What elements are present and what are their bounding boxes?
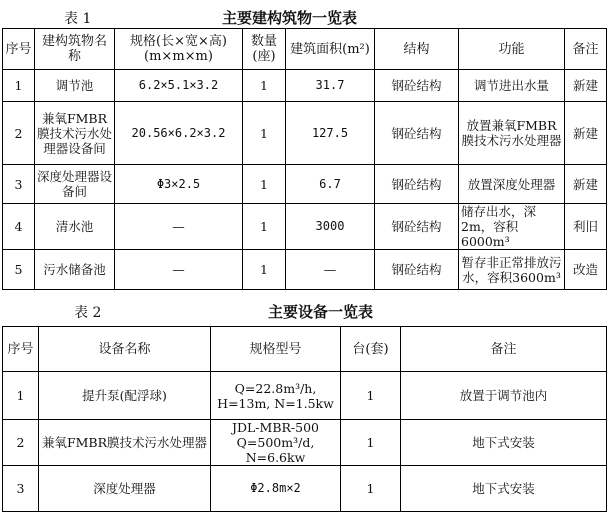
table1-header-cell: 序号 [3,29,35,70]
table-cell: 放置深度处理器 [459,165,565,204]
table-cell: 1 [3,70,35,102]
table-row [3,70,607,102]
table-row [3,466,607,512]
table-cell: 1 [243,102,286,165]
buildings-table [2,28,607,290]
table2-header-cell: 台(套) [341,327,401,372]
table-cell: 1 [243,250,286,290]
table-cell: — [286,250,375,290]
table-cell: 3 [3,466,39,512]
table-cell: 新建 [565,70,607,102]
table-cell: 暂存非正常排放污水，容积3600m³ [459,250,565,290]
table-cell: 钢砼结构 [375,102,459,165]
table-cell: 放置兼氧FMBR膜技术污水处理器 [459,102,565,165]
table1-title: 主要建构筑物一览表 [222,9,358,27]
table-cell: 2 [3,102,35,165]
table-cell: 127.5 [286,102,375,165]
table-cell: 3 [3,165,35,204]
table-cell: 31.7 [286,70,375,102]
table2-header-cell: 设备名称 [39,327,211,372]
table-cell: 改造 [565,250,607,290]
equipment-table [2,326,607,512]
table-cell: 兼氧FMBR膜技术污水处理器 [39,420,211,466]
table-row [3,372,607,420]
table2-title: 主要设备一览表 [268,303,374,321]
table-cell: 1 [341,372,401,420]
table-cell: 钢砼结构 [375,204,459,250]
table-cell: 1 [243,204,286,250]
table-cell: 钢砼结构 [375,250,459,290]
table-cell: 20.56×6.2×3.2 [115,102,243,165]
table-cell: 1 [3,372,39,420]
table-row [3,204,607,250]
table2-header-cell: 备注 [401,327,607,372]
table-cell: 清水池 [35,204,115,250]
table1-header-cell: 建筑面积(m²) [286,29,375,70]
table2-number: 表 2 [74,305,102,321]
table-cell: 4 [3,204,35,250]
table-cell: 污水储备池 [35,250,115,290]
table-cell: — [115,250,243,290]
table-cell: 钢砼结构 [375,70,459,102]
table1-number: 表 1 [64,11,92,27]
table-cell: 放置于调节池内 [401,372,607,420]
table-cell: 1 [341,420,401,466]
table1-header-cell: 备注 [565,29,607,70]
table-cell: 2 [3,420,39,466]
table-row [3,250,607,290]
table-cell: 地下式安装 [401,466,607,512]
table-cell: 提升泵(配浮球) [39,372,211,420]
table-cell: Q=22.8m³/h, H=13m, N=1.5kw [211,372,341,420]
table-cell: 1 [341,466,401,512]
table-cell: 调节池 [35,70,115,102]
table-cell: 利旧 [565,204,607,250]
table-cell: 储存出水，深2m，容积6000m³ [459,204,565,250]
table-cell: Φ2.8m×2 [211,466,341,512]
table1-header-cell: 数量(座) [243,29,286,70]
table1-header-cell: 结构 [375,29,459,70]
table-cell: JDL-MBR-500 Q=500m³/d, N=6.6kw [211,420,341,466]
table1-header-cell: 规格(长×宽×高)(m×m×m) [115,29,243,70]
table-cell: — [115,204,243,250]
table1-caption [0,6,609,26]
table-cell: 6.7 [286,165,375,204]
table-cell: 深度处理器设备间 [35,165,115,204]
table1-header-cell: 功能 [459,29,565,70]
table-cell: 兼氧FMBR膜技术污水处理器设备间 [35,102,115,165]
table-cell: Φ3×2.5 [115,165,243,204]
table2-header-cell: 规格型号 [211,327,341,372]
table-cell: 3000 [286,204,375,250]
table1-header-cell: 建构筑物名称 [35,29,115,70]
table-cell: 新建 [565,165,607,204]
table-row [3,102,607,165]
table-cell: 钢砼结构 [375,165,459,204]
table-cell: 新建 [565,102,607,165]
table-cell: 6.2×5.1×3.2 [115,70,243,102]
table1-header-row [3,29,607,70]
table2-header-row [3,327,607,372]
table-cell: 1 [243,70,286,102]
table-cell: 地下式安装 [401,420,607,466]
table-row [3,420,607,466]
table-cell: 调节进出水量 [459,70,565,102]
table2-caption [0,300,609,320]
table-cell: 深度处理器 [39,466,211,512]
table-row [3,165,607,204]
table2-header-cell: 序号 [3,327,39,372]
table-cell: 5 [3,250,35,290]
table-cell: 1 [243,165,286,204]
